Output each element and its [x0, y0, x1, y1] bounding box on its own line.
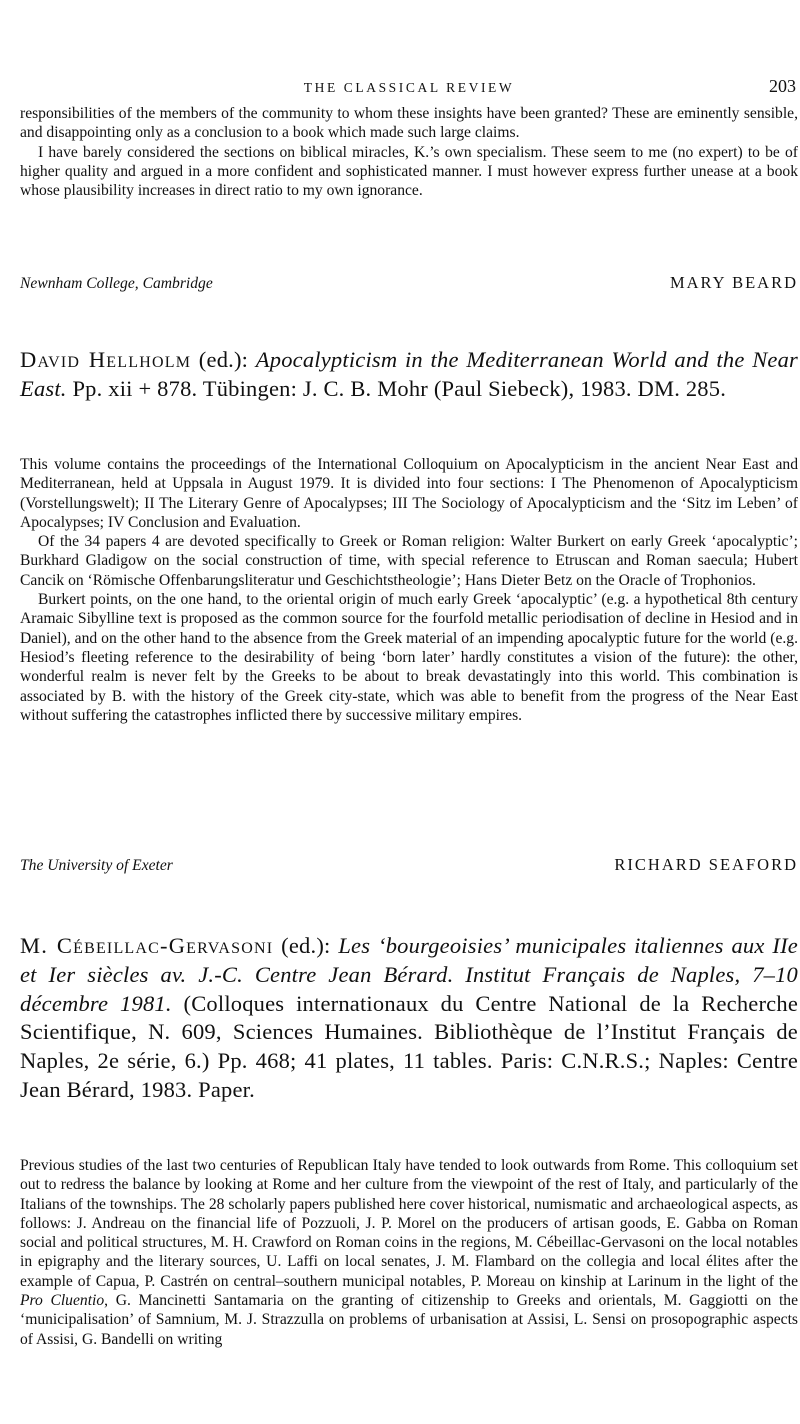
review1-body [20, 104, 798, 200]
review2-affiliation: The University of Exeter [20, 857, 173, 874]
review3-body [20, 1156, 798, 1349]
review1-paragraph: responsibilities of the members of the community to whom these insights have been granted? These are eminently sensible, and disappointing only as a conclusion to a book which made such large claims. [20, 105, 798, 142]
review3-paragraph [20, 1156, 798, 1349]
review3-italic-work: Pro Cluentio [20, 1292, 105, 1310]
review2-book-title: Apocalypticism in the Mediterranean World and the Near East. [20, 347, 798, 401]
review1-signature [20, 273, 798, 295]
review3-text-part1: Previous studies of the last two centuries of Republican Italy have tended to look outwards from Rome. This colloquium set out to redress the balance by looking at Rome and her culture from the viewpoint of the rest of Italy, and particularly of the Italians of the townships. The 28 scholarly papers published here cover historical, numismatic and archaeological aspects, as follows: J. Andreau on the financial life of Pozzuoli, J. P. Morel on the producers of artisan goods, E. Gabba on Roman social and political structures, M. H. Crawford on Roman coins in the regions, M. Cébeillac-Gervasoni on the local notables in epigraphy and the literary sources, U. Laffi on local senates, J. M. Flambard on the collegia and local élites after the example of Capua, P. Castrén on central–southern municipal notables, P. Moreau on kinship at Larinum in the light of the [20, 1157, 798, 1290]
review1-affiliation: Newnham College, Cambridge [20, 275, 213, 292]
review2-paragraph: Burkert points, on the one hand, to the oriental origin of much early Greek ‘apocalyptic’ (e.g. a hypothetical 8th century Aramaic Sibylline text is proposed as the common source for the fourfold metallic periodisation of decline in Hesiod and in Daniel), and on the other hand to the absence from the Greek material of an impending apocalyptic future for the world (e.g. Hesiod’s fleeting reference to the desirability of being ‘born later’ hardly constitutes a vision of the future): the other, wonderful realm is never felt by the Greeks to be about to break devastatingly into this world. This combination is associated by B. with the history of the Greek city-state, which was able to benefit from the progress of the Near East without suffering the catastrophes inflicted there by successive military empires. [20, 591, 798, 724]
review2-heading [20, 346, 798, 404]
review2-body [20, 455, 798, 725]
review3-ed: (ed.): [273, 933, 339, 958]
review2-details: Pp. xii + 878. Tübingen: J. C. B. Mohr (Paul Siebeck), 1983. DM. 285. [66, 375, 727, 401]
review2-signature [20, 855, 798, 877]
review1-reviewer: MARY BEARD [669, 273, 798, 292]
review1-paragraph: I have barely considered the sections on biblical miracles, K.’s own specialism. These seem to me (no expert) to be of higher quality and argued in a more confident and sophisticated manner. I must however express further unease at a book whose plausibility increases in direct ratio to my own ignorance. [20, 143, 798, 200]
review3-heading [20, 932, 798, 1105]
review2-ed: (ed.): [191, 347, 256, 372]
page-number: 203 [769, 76, 796, 96]
review3-book-title: Les ‘bourgeoisies’ municipales italiennes aux IIe et Ier siècles av. J.-C. Centre Jean Bérard. Institut Français de Naples, 7–10 décembre 1981. [20, 933, 798, 1016]
running-title: THE CLASSICAL REVIEW [303, 80, 515, 95]
review3-text-part2: , G. Mancinetti Santamaria on the granting of citizenship to Greeks and orientals, M. Gaggiotti on the ‘municipalisation’ of Samnium, M. J. Strazzulla on problems of urbanisation at Assisi, L. Sensi on prosopographic aspects of Assisi, G. Bandelli on writing [20, 1292, 799, 1348]
review2-paragraph: This volume contains the proceedings of the International Colloquium on Apocalypticism in the ancient Near East and Mediterranean, held at Uppsala in August 1979. It is divided into four sections: I The Phenomenon of Apocalypticism (Vorstellungswelt); II The Literary Genre of Apocalypses; III The Sociology of Apocalypticism and the ‘Sitz im Leben’ of Apocalypses; IV Conclusion and Evaluation. [20, 456, 798, 531]
page-header [20, 76, 798, 100]
review3-details: (Colloques internationaux du Centre National de la Recherche Scientifique, N. 609, Sciences Humaines. Bibliothèque de l’Institut Français de Naples, 2e série, 6.) Pp. 468; 41 plates, 11 tables. Paris: C.N.R.S.; Naples: Centre Jean Bérard, 1983. Paper. [20, 990, 799, 1102]
review2-author: David Hellholm [20, 347, 192, 372]
review3-author: M. Cébeillac-Gervasoni [20, 933, 274, 958]
review2-paragraph: Of the 34 papers 4 are devoted specifically to Greek or Roman religion: Walter Burkert on early Greek ‘apocalyptic’; Burkhard Gladigow on the social construction of time, with special reference to Etruscan and Roman saecula; Hubert Cancik on ‘Römische Offenbarungsliteratur und Geschichtstheologie’; Hans Dieter Betz on the Oracle of Trophonios. [20, 533, 798, 589]
review2-reviewer: RICHARD SEAFORD [614, 855, 798, 874]
